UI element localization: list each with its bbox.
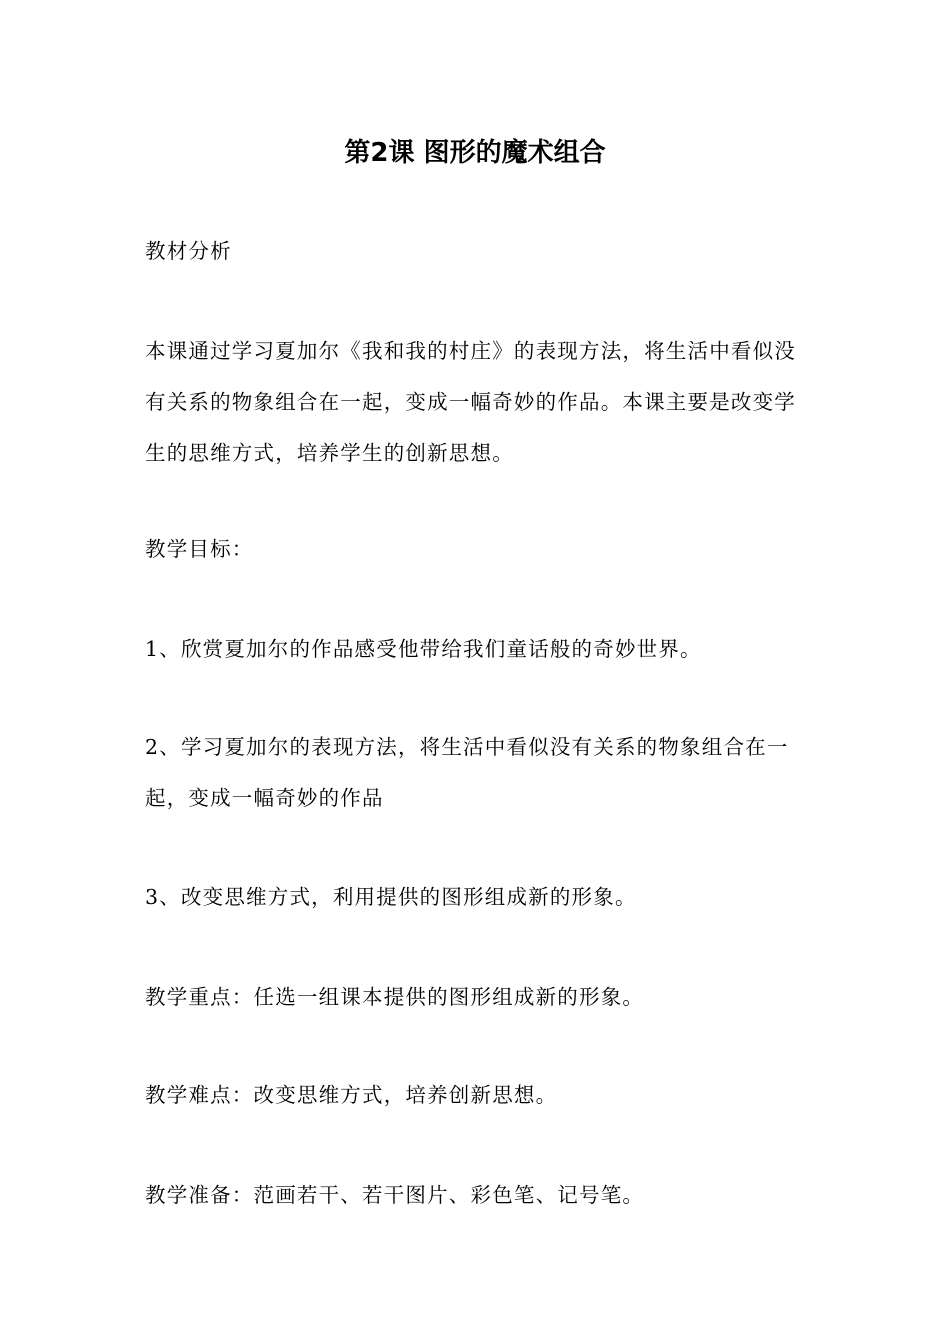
intro-paragraph: 本课通过学习夏加尔《我和我的村庄》的表现方法，将生活中看似没有关系的物象组合在一起，变成一幅奇妙的作品。本课主要是改变学生的思维方式，培养学生的创新思想。 xyxy=(145,339,796,465)
goal-item-1: 1、欣赏夏加尔的作品感受他带给我们童话般的奇妙世界。 xyxy=(145,637,702,661)
document-title: 第2课 图形的魔术组合 xyxy=(344,138,606,168)
section-heading: 教材分析 xyxy=(145,239,232,263)
goal-item-3: 3、改变思维方式，利用提供的图形组成新的形象。 xyxy=(145,885,637,909)
teaching-difficulty: 教学难点：改变思维方式，培养创新思想。 xyxy=(145,1083,558,1107)
teaching-focus: 教学重点：任选一组课本提供的图形组成新的形象。 xyxy=(145,985,645,1009)
teaching-preparation: 教学准备：范画若干、若干图片、彩色笔、记号笔。 xyxy=(145,1183,645,1207)
goal-item-2: 2、学习夏加尔的表现方法，将生活中看似没有关系的物象组合在一起，变成一幅奇妙的作品 xyxy=(145,735,789,810)
goals-heading: 教学目标： xyxy=(145,537,254,561)
